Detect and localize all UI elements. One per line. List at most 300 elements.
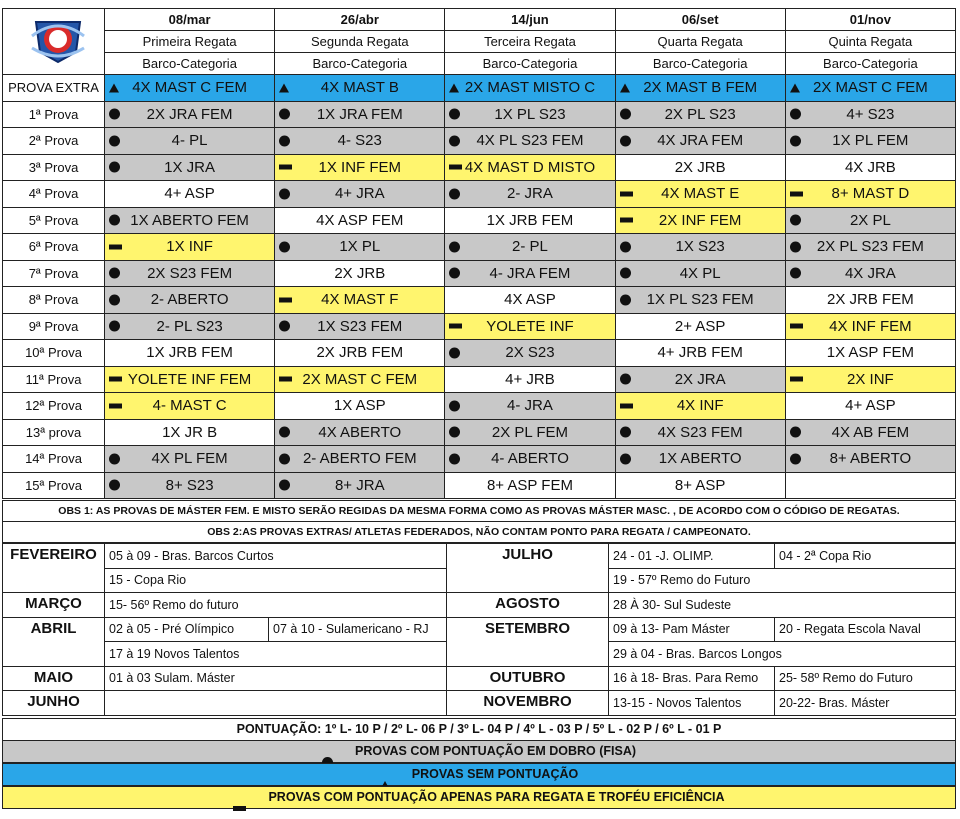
boat-category: 2X PL S23 FEM <box>816 238 924 256</box>
event-ago-1: 28 À 30- Sul Sudeste <box>609 593 956 618</box>
dot-icon <box>790 135 801 146</box>
regatta-3: Terceira Regata <box>445 31 615 53</box>
boat-category: 2X INF <box>847 370 894 388</box>
regatta-2: Segunda Regata <box>275 31 445 53</box>
race-cell <box>105 313 275 340</box>
boat-category: 4X INF <box>676 397 724 415</box>
dot-icon <box>620 268 631 279</box>
race-cell <box>445 419 615 446</box>
legend-none-label: PROVAS SEM PONTUAÇÃO <box>411 767 579 781</box>
race-cell <box>275 75 445 102</box>
boat-category: 4X MAST F <box>321 291 399 309</box>
dot-icon <box>449 268 460 279</box>
event-set-1: 09 à 13- Pam Máster <box>609 617 775 642</box>
race-label: 15ª Prova <box>3 472 105 499</box>
race-row <box>3 181 956 208</box>
race-label: 6ª Prova <box>3 234 105 261</box>
race-cell <box>615 340 785 367</box>
boat-category: 2X S23 FEM <box>147 264 233 282</box>
dash-icon <box>790 324 803 329</box>
race-cell <box>785 154 955 181</box>
race-cell <box>445 207 615 234</box>
boat-category: 2X JRB <box>674 158 726 176</box>
boat-category: 4- JRA <box>507 397 553 415</box>
boat-category: 2X MAST C FEM <box>302 370 418 388</box>
race-row <box>3 393 956 420</box>
dot-icon <box>620 241 631 252</box>
race-cell <box>275 234 445 261</box>
race-cell <box>615 446 785 473</box>
dash-icon <box>279 297 292 302</box>
boat-category: 1X JRA <box>164 158 216 176</box>
race-cell <box>275 128 445 155</box>
schedule-table <box>2 8 956 499</box>
race-label: 1ª Prova <box>3 101 105 128</box>
boat-category: 4+ ASP <box>164 185 215 203</box>
race-label: 9ª Prova <box>3 313 105 340</box>
race-label: 3ª Prova <box>3 154 105 181</box>
boat-category: 4X JRB <box>844 158 896 176</box>
boat-category: 4X PL FEM <box>151 450 228 468</box>
dot-icon <box>109 321 120 332</box>
race-cell <box>615 128 785 155</box>
race-cell <box>275 287 445 314</box>
dot-icon <box>790 427 801 438</box>
month-setembro: SETEMBRO <box>447 617 609 666</box>
triangle-icon <box>279 83 289 92</box>
month-abril: ABRIL <box>3 617 105 666</box>
dot-icon <box>790 268 801 279</box>
boat-category: 1X JRB FEM <box>146 344 233 362</box>
race-cell <box>615 234 785 261</box>
race-cell <box>615 101 785 128</box>
dot-icon <box>620 109 631 120</box>
boat-category: 2X MAST MISTO C <box>464 79 596 97</box>
race-cell <box>275 101 445 128</box>
category-label-row <box>3 53 956 75</box>
race-cell <box>785 128 955 155</box>
dot-icon <box>109 453 120 464</box>
dot-icon <box>279 480 290 491</box>
dot-icon <box>279 427 290 438</box>
boat-category: 4- JRA FEM <box>489 264 571 282</box>
race-row <box>3 446 956 473</box>
race-cell <box>785 181 955 208</box>
dot-icon <box>620 374 631 385</box>
regatta-1: Primeira Regata <box>105 31 275 53</box>
boat-category: 1X ASP FEM <box>826 344 914 362</box>
race-cell <box>105 340 275 367</box>
dot-icon <box>790 453 801 464</box>
boat-category: 1X JRA FEM <box>316 105 403 123</box>
legend-double-points <box>2 740 956 763</box>
race-row <box>3 340 956 367</box>
race-cell <box>615 260 785 287</box>
race-row <box>3 287 956 314</box>
boat-category: 4- S23 <box>337 132 382 150</box>
event-fev-2: 15 - Copa Rio <box>105 568 447 593</box>
boat-category: 2X JRB FEM <box>316 344 404 362</box>
dash-icon <box>620 403 633 408</box>
date-3: 14/jun <box>445 9 615 31</box>
race-cell <box>105 446 275 473</box>
boat-category: 4+ ASP <box>845 397 896 415</box>
race-label: 8ª Prova <box>3 287 105 314</box>
race-cell <box>105 472 275 499</box>
dot-icon <box>620 453 631 464</box>
date-4: 06/set <box>615 9 785 31</box>
boat-category: 4X MAST C FEM <box>132 79 247 97</box>
race-label: 11ª Prova <box>3 366 105 393</box>
race-cell <box>445 234 615 261</box>
race-cell <box>615 75 785 102</box>
boat-category: 4- MAST C <box>152 397 227 415</box>
race-cell <box>275 207 445 234</box>
boat-category: 4X PL <box>679 264 721 282</box>
race-cell <box>785 313 955 340</box>
race-cell <box>615 287 785 314</box>
boat-category: 4X ABERTO <box>318 423 402 441</box>
boat-category: 4+ JRB <box>505 370 555 388</box>
race-label: 14ª Prova <box>3 446 105 473</box>
boat-category: 4X MAST D MISTO <box>464 158 596 176</box>
boat-category: 1X INF <box>166 238 213 256</box>
category-label: Barco-Categoria <box>615 53 785 75</box>
race-label: PROVA EXTRA <box>3 75 105 102</box>
race-cell <box>785 234 955 261</box>
boat-category: YOLETE INF <box>486 317 574 335</box>
observation-1: OBS 1: AS PROVAS DE MÁSTER FEM. E MISTO SERÃO REGIDAS DA MESMA FORMA COMO AS PROVAS MÁSTER MASC. , DE ACORDO COM O CÓDIGO DE REGATAS. <box>2 500 956 522</box>
boat-category: 8+ JRA <box>334 476 385 494</box>
race-row <box>3 207 956 234</box>
boat-category: 4X JRA FEM <box>657 132 744 150</box>
event-fev-1: 05 à 09 - Bras. Barcos Curtos <box>105 544 447 569</box>
event-nov-1: 13-15 - Novos Talentos <box>609 691 775 716</box>
dash-icon <box>620 218 633 223</box>
boat-category: 2X JRB <box>334 264 386 282</box>
race-cell <box>615 472 785 499</box>
regatta-4: Quarta Regata <box>615 31 785 53</box>
boat-category: 2X INF FEM <box>658 211 742 229</box>
dot-icon <box>279 109 290 120</box>
legend-double-label: PROVAS COM PONTUAÇÃO EM DOBRO (FISA) <box>354 744 637 758</box>
race-cell <box>105 207 275 234</box>
month-fevereiro: FEVEREIRO <box>3 544 105 593</box>
boat-category: 4+ S23 <box>846 105 895 123</box>
dot-icon <box>790 215 801 226</box>
boat-category: 2X JRA <box>674 370 726 388</box>
race-row <box>3 75 956 102</box>
race-cell <box>445 393 615 420</box>
event-calendar <box>2 543 956 716</box>
dot-icon <box>109 480 120 491</box>
race-cell <box>275 446 445 473</box>
month-maio: MAIO <box>3 666 105 691</box>
race-row <box>3 101 956 128</box>
race-label: 10ª Prova <box>3 340 105 367</box>
boat-category: 4+ JRB FEM <box>657 344 743 362</box>
boat-category: 2+ ASP <box>674 317 726 335</box>
race-cell <box>785 366 955 393</box>
race-cell <box>785 260 955 287</box>
race-row <box>3 154 956 181</box>
dash-icon <box>790 191 803 196</box>
dash-icon <box>109 377 122 382</box>
dot-icon <box>449 188 460 199</box>
race-cell <box>105 181 275 208</box>
triangle-icon <box>449 83 459 92</box>
race-cell <box>445 472 615 499</box>
race-cell <box>275 313 445 340</box>
race-cell <box>275 154 445 181</box>
month-julho: JULHO <box>447 544 609 593</box>
date-row <box>3 9 956 31</box>
event-abr-2: 07 à 10 - Sulamericano - RJ <box>269 617 447 642</box>
race-cell <box>445 313 615 340</box>
dot-icon <box>449 109 460 120</box>
boat-category: 4X S23 FEM <box>657 423 743 441</box>
dot-icon <box>449 241 460 252</box>
legend-regatta-label: PROVAS COM PONTUAÇÃO APENAS PARA REGATA E TROFÉU EFICIÊNCIA <box>268 790 725 804</box>
event-nov-2: 20-22- Bras. Máster <box>775 691 956 716</box>
race-cell <box>275 340 445 367</box>
dot-icon <box>449 453 460 464</box>
boat-category: 1X ASP <box>333 397 386 415</box>
race-cell <box>445 128 615 155</box>
legend-no-points <box>2 763 956 786</box>
race-cell <box>105 128 275 155</box>
dot-icon <box>279 321 290 332</box>
event-set-2: 20 - Regata Escola Naval <box>775 617 956 642</box>
boat-category: 4X PL S23 FEM <box>476 132 584 150</box>
race-cell <box>785 101 955 128</box>
race-cell <box>105 234 275 261</box>
boat-category: 8+ S23 <box>165 476 214 494</box>
regatta-5: Quinta Regata <box>785 31 955 53</box>
boat-category: 1X JR B <box>162 423 218 441</box>
boat-category: 8+ ASP <box>674 476 726 494</box>
boat-category: 1X S23 FEM <box>317 317 403 335</box>
boat-category: 1X INF FEM <box>318 158 402 176</box>
event-mai-1: 01 à 03 Sulam. Máster <box>105 666 447 691</box>
boat-category: 2- PL <box>512 238 548 256</box>
triangle-icon <box>620 83 630 92</box>
month-marco: MARÇO <box>3 593 105 618</box>
event-set-3: 29 à 04 - Bras. Barcos Longos <box>609 642 956 667</box>
boat-category: 4X ASP <box>504 291 556 309</box>
regatta-name-row <box>3 31 956 53</box>
race-cell <box>105 260 275 287</box>
event-jul-2: 04 - 2ª Copa Rio <box>775 544 956 569</box>
dash-icon <box>620 191 633 196</box>
scoring-line: PONTUAÇÃO: 1º L- 10 P / 2º L- 06 P / 3º L- 04 P / 4º L - 03 P / 5º L - 02 P / 6º L - 01 P <box>2 718 956 741</box>
boat-category: 2X S23 <box>505 344 555 362</box>
race-row <box>3 366 956 393</box>
dash-icon <box>109 403 122 408</box>
race-cell <box>615 181 785 208</box>
boat-category: 4X INF FEM <box>829 317 912 335</box>
dot-icon <box>109 294 120 305</box>
boat-category: 2- PL S23 <box>156 317 223 335</box>
race-cell <box>105 101 275 128</box>
dot-icon <box>109 162 120 173</box>
boat-category: 2X MAST B FEM <box>643 79 758 97</box>
dash-icon <box>449 165 462 170</box>
dot-icon <box>790 109 801 120</box>
boat-category: 4+ JRA <box>334 185 385 203</box>
event-jul-1: 24 - 01 -J. OLIMP. <box>609 544 775 569</box>
dash-icon <box>109 244 122 249</box>
boat-category: 2X PL S23 <box>664 105 736 123</box>
category-label: Barco-Categoria <box>275 53 445 75</box>
race-row <box>3 472 956 499</box>
race-cell <box>785 75 955 102</box>
race-cell <box>615 393 785 420</box>
event-out-2: 25- 58º Remo do Futuro <box>775 666 956 691</box>
month-junho: JUNHO <box>3 691 105 716</box>
dot-icon <box>109 268 120 279</box>
boat-category: 2X JRB FEM <box>827 291 914 309</box>
observation-2: OBS 2:AS PROVAS EXTRAS/ ATLETAS FEDERADOS, NÃO CONTAM PONTO PARA REGATA / CAMPEONATO. <box>2 521 956 543</box>
event-jun-empty <box>105 691 447 716</box>
race-row <box>3 260 956 287</box>
boat-category: 1X PL S23 <box>494 105 566 123</box>
dot-icon <box>790 241 801 252</box>
federation-logo <box>26 12 90 64</box>
boat-category: 4- PL <box>171 132 208 150</box>
boat-category: 4X ASP FEM <box>316 211 404 229</box>
race-cell <box>445 287 615 314</box>
race-cell <box>275 366 445 393</box>
race-cell <box>615 313 785 340</box>
race-cell <box>445 260 615 287</box>
boat-category: 4X AB FEM <box>831 423 910 441</box>
boat-category: 2- ABERTO <box>150 291 229 309</box>
date-2: 26/abr <box>275 9 445 31</box>
race-cell <box>105 287 275 314</box>
race-row <box>3 128 956 155</box>
race-cell <box>105 419 275 446</box>
dot-icon <box>620 135 631 146</box>
boat-category: 1X PL FEM <box>832 132 909 150</box>
boat-category: 4X JRA <box>844 264 896 282</box>
race-cell <box>445 101 615 128</box>
race-label: 4ª Prova <box>3 181 105 208</box>
race-cell <box>785 472 955 499</box>
boat-category: 1X ABERTO FEM <box>130 211 249 229</box>
race-cell <box>615 419 785 446</box>
boat-category: 4- ABERTO <box>491 450 569 468</box>
dash-icon <box>790 377 803 382</box>
triangle-icon <box>109 83 119 92</box>
race-cell <box>275 260 445 287</box>
race-cell <box>445 340 615 367</box>
boat-category: 1X ABERTO <box>658 450 742 468</box>
event-abr-3: 17 à 19 Novos Talentos <box>105 642 447 667</box>
race-cell <box>445 181 615 208</box>
boat-category: YOLETE INF FEM <box>127 370 252 388</box>
race-cell <box>275 472 445 499</box>
boat-category: 4X MAST E <box>661 185 740 203</box>
dot-icon <box>279 453 290 464</box>
boat-category: 2X PL FEM <box>491 423 569 441</box>
race-cell <box>275 181 445 208</box>
dot-icon <box>109 215 120 226</box>
triangle-icon <box>790 83 800 92</box>
date-1: 08/mar <box>105 9 275 31</box>
race-cell <box>105 366 275 393</box>
race-row <box>3 419 956 446</box>
event-abr-1: 02 à 05 - Pré Olímpico <box>105 617 269 642</box>
race-cell <box>275 419 445 446</box>
race-row <box>3 313 956 340</box>
boat-category: 2X JRA FEM <box>146 105 233 123</box>
boat-category: 8+ MAST D <box>831 185 910 203</box>
dot-icon <box>449 427 460 438</box>
category-label: Barco-Categoria <box>445 53 615 75</box>
dot-icon <box>279 241 290 252</box>
race-cell <box>615 207 785 234</box>
dot-icon <box>449 135 460 146</box>
race-row <box>3 234 956 261</box>
dot-icon <box>279 188 290 199</box>
boat-category: 2- JRA <box>507 185 553 203</box>
boat-category: 1X S23 <box>675 238 725 256</box>
dot-icon <box>449 347 460 358</box>
dot-icon <box>279 135 290 146</box>
dot-icon <box>620 427 631 438</box>
boat-category: 8+ ASP FEM <box>486 476 573 494</box>
race-cell <box>105 393 275 420</box>
race-cell <box>105 75 275 102</box>
race-cell <box>785 207 955 234</box>
date-5: 01/nov <box>785 9 955 31</box>
month-outubro: OUTUBRO <box>447 666 609 691</box>
race-cell <box>105 154 275 181</box>
boat-category: 1X PL <box>339 238 381 256</box>
category-label: Barco-Categoria <box>105 53 275 75</box>
event-jul-3: 19 - 57º Remo do Futuro <box>609 568 956 593</box>
boat-category: 2- ABERTO FEM <box>302 450 417 468</box>
event-mar-1: 15- 56º Remo do futuro <box>105 593 447 618</box>
dot-icon <box>109 109 120 120</box>
race-cell <box>785 419 955 446</box>
boat-category: 1X PL S23 FEM <box>646 291 754 309</box>
dot-icon <box>449 400 460 411</box>
event-out-1: 16 à 18- Bras. Para Remo <box>609 666 775 691</box>
dash-icon <box>279 377 292 382</box>
race-cell <box>785 340 955 367</box>
dash-icon <box>279 165 292 170</box>
race-label: 5ª Prova <box>3 207 105 234</box>
month-novembro: NOVEMBRO <box>447 691 609 716</box>
race-cell <box>445 75 615 102</box>
race-label: 2ª Prova <box>3 128 105 155</box>
legend-regatta-only <box>2 786 956 809</box>
dash-icon <box>449 324 462 329</box>
race-cell <box>445 446 615 473</box>
race-cell <box>275 393 445 420</box>
race-label: 12ª Prova <box>3 393 105 420</box>
dash-icon <box>233 806 246 811</box>
race-cell <box>615 154 785 181</box>
month-agosto: AGOSTO <box>447 593 609 618</box>
boat-category: 1X JRB FEM <box>486 211 574 229</box>
dot-icon <box>620 294 631 305</box>
category-label: Barco-Categoria <box>785 53 955 75</box>
race-label: 13ª prova <box>3 419 105 446</box>
race-cell <box>445 366 615 393</box>
